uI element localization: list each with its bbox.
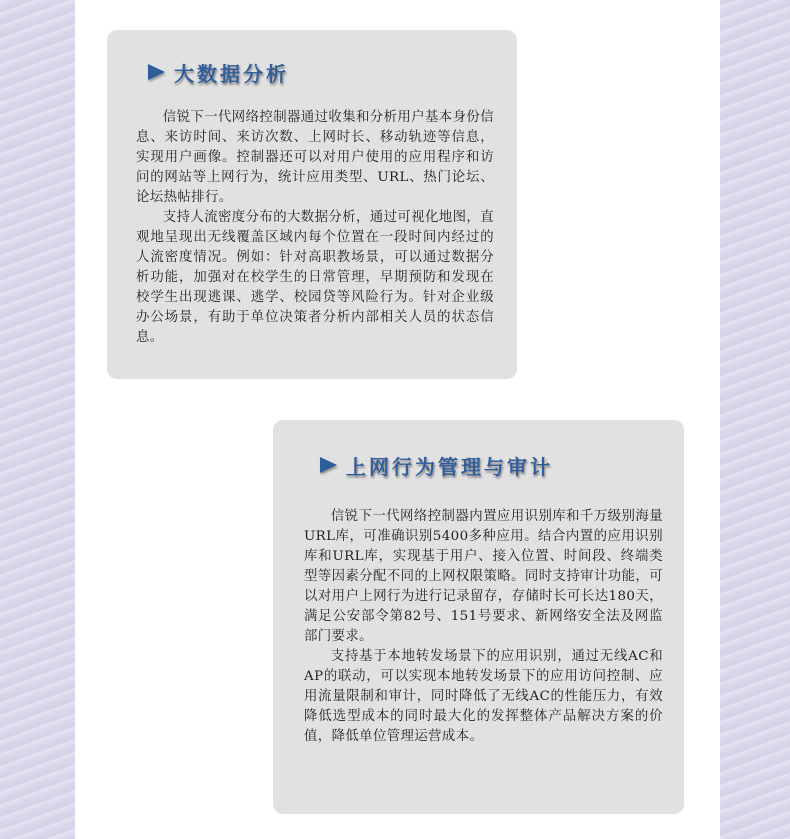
big-data-analysis-section — [107, 30, 517, 379]
behavior-audit-section — [273, 420, 684, 814]
section-body — [304, 507, 663, 747]
paragraph: 支持人流密度分布的大数据分析，通过可视化地图，直观地呈现出无线覆盖区域内每个位置在一段时间内经过的人流密度情况。例如：针对高职教场景，可以通过数据分析功能，加强对在校学生的日常管理，早期预防和发现在校学生出现逃课、逃学、校园贷等风险行为。针对企业级办公场景，有助于单位决策者分析内部相关人员的状态信息。 — [136, 210, 494, 345]
section-body — [136, 108, 494, 348]
section-heading — [320, 450, 553, 480]
paragraph: 信锐下一代网络控制器通过收集和分析用户基本身份信息、来访时间、来访次数、上网时长、移动轨迹等信息，实现用户画像。控制器还可以对用户使用的应用程序和访问的网站等上网行为，统计应用类型、URL、热门论坛、论坛热帖排行。 — [136, 110, 494, 205]
triangle-arrow-icon — [148, 64, 165, 80]
paragraph: 支持基于本地转发场景下的应用识别，通过无线AC和AP的联动，可以实现本地转发场景下的应用访问控制、应用流量限制和审计，同时降低了无线AC的性能压力，有效降低选型成本的同时最大化的发挥整体产品解决方案的价值，降低单位管理运营成本。 — [304, 649, 663, 744]
triangle-arrow-icon — [320, 457, 337, 473]
document-page — [75, 0, 720, 839]
section-title: 大数据分析 — [174, 61, 289, 86]
paragraph: 信锐下一代网络控制器内置应用识别库和千万级别海量URL库，可准确识别5400多种应用。结合内置的应用识别库和URL库，实现基于用户、接入位置、时间段、终端类型等因素分配不同的上网权限策略。同时支持审计功能，可以对用户上网行为进行记录留存，存储时长可长达180天，满足公安部令第82号、151号要求、新网络安全法及网监部门要求。 — [304, 509, 663, 644]
section-heading — [148, 57, 289, 87]
section-title: 上网行为管理与审计 — [346, 454, 553, 479]
